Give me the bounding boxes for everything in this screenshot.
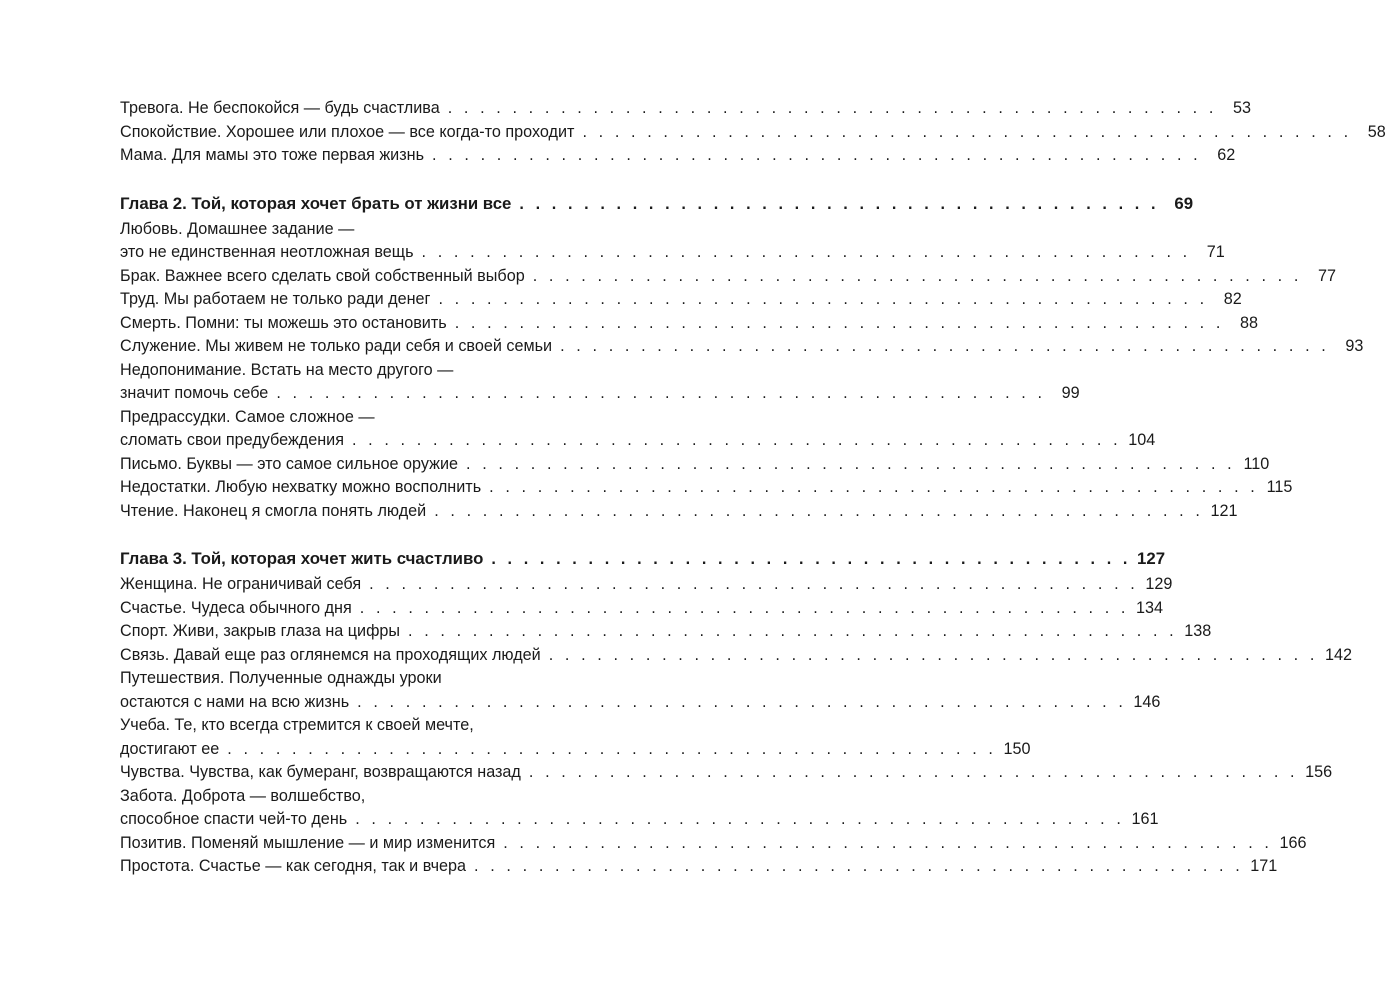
dot-leader: . . . . . . . . . . . . . . . . . . . . . . . . . . . . . . . . . . . . . . . . . . . . . . . . [357, 692, 1127, 711]
toc-entry [120, 382, 1080, 406]
toc-entry-title: Женщина. Не ограничивай себя [120, 575, 362, 593]
dot-leader: . . . . . . . . . . . . . . . . . . . . . . . . . . . . . . . . . . . . . . . . . . . . . . . . [532, 266, 1302, 285]
toc-entry-title: Тревога. Не беспокойся — будь счастлива [120, 99, 440, 117]
toc-entry-title: способное спасти чей-то день [120, 810, 348, 828]
toc-entry-lead-text: Путешествия. Полученные однажды уроки [120, 669, 442, 687]
toc-entry [120, 808, 1159, 832]
dot-leader: . . . . . . . . . . . . . . . . . . . . . . . . . . . . . . . . . . . . . . . . . . . . . . . . [432, 146, 1202, 164]
toc-entry-lead-text: Любовь. Домашнее задание — [120, 219, 355, 238]
toc-entry-title: Недостатки. Любую нехватку можно восполнить [120, 478, 482, 496]
toc-entry [120, 288, 1242, 312]
chapter-page: 127 [1137, 549, 1166, 568]
toc-entry-page: 142 [1324, 645, 1352, 664]
toc-entry [120, 265, 1336, 289]
toc-entry-page: 110 [1243, 454, 1270, 473]
toc-entry-title: достигают ее [120, 739, 220, 758]
toc-entry-title: Чтение. Наконец я смогла понять людей [120, 501, 427, 520]
toc-entry-title: Позитив. Поменяй мышление — и мир изменится [120, 833, 496, 852]
toc-entry-page: 62 [1217, 146, 1236, 164]
dot-leader: . . . . . . . . . . . . . . . . . . . . . . . . . . . . . . . . . . . . . . . . . . . . . . . . [438, 290, 1208, 308]
dot-leader: . . . . . . . . . . . . . . . . . . . . . . . . . . . . . . . . . . . . . . . . . . . . . . . . [560, 337, 1330, 355]
toc-entry [120, 738, 1031, 762]
section-spacer [120, 523, 680, 545]
toc-entry-title: Чувства. Чувства, как бумеранг, возвращаются назад [120, 763, 521, 781]
toc-entry-lead [120, 667, 680, 691]
toc-entry [120, 312, 1258, 336]
chapter-title: Глава 3. Той, которая хочет жить счастливо [120, 549, 484, 568]
dot-leader: . . . . . . . . . . . . . . . . . . . . . . . . . . . . . . . . . . . . . . . . . . . . . . . . [454, 313, 1224, 332]
toc-entry [120, 597, 1164, 621]
table-of-contents [120, 97, 1386, 879]
dot-leader: . . . . . . . . . . . . . . . . . . . . . . . . . . . . . . . . . . . . . . . . . . . . . . . . [359, 598, 1130, 617]
dot-leader: . . . . . . . . . . . . . . . . . . . . . . . . . . . . . . . . . . . . . . . . . . . . . . . . [351, 431, 1122, 449]
toc-entry-title: Простота. Счастье — как сегодня, так и вчера [120, 857, 467, 875]
toc-entry [120, 241, 1225, 265]
toc-entry-page: 99 [1061, 384, 1080, 402]
toc-entry-page: 171 [1250, 857, 1278, 875]
toc-entry [120, 761, 1333, 785]
toc-entry-page: 58 [1367, 122, 1386, 141]
dot-leader: . . . . . . . . . . . . . . . . . . . . . . . . . . . . . . . . . . . . . . . . . . . . . . . . [276, 384, 1046, 402]
dot-leader: . . . . . . . . . . . . . . . . . . . . . . . . . . . . . . . . . . . . . . . . . . . . . . . . [421, 243, 1191, 261]
toc-entry-page: 71 [1206, 243, 1225, 261]
toc-entry-page: 156 [1305, 763, 1333, 781]
dot-leader: . . . . . . . . . . . . . . . . . . . . . . . . . . . . . . . . . . . . . . . . . . . . . . . . [548, 645, 1318, 664]
dot-leader: . . . . . . . . . . . . . . . . . . . . . . . . . . . . . . . . . . . . . . . . . . . . . . . . [582, 122, 1352, 141]
toc-entry-page: 129 [1145, 575, 1173, 593]
toc-entry-lead [120, 406, 680, 430]
dot-leader: . . . . . . . . . . . . . . . . . . . . . . . . . . . . . . . . . . . . . . . . . . . . . . . . [474, 857, 1244, 875]
toc-entry-title: Спорт. Живи, закрыв глаза на цифры [120, 622, 401, 640]
toc-entry-title: Связь. Давай еще раз оглянемся на проходящих людей [120, 645, 541, 664]
toc-entry-title: Смерть. Помни: ты можешь это остановить [120, 313, 447, 332]
dot-leader: . . . . . . . . . . . . . . . . . . . . . . . . . . . . . . . . . . . . . . . . . . . . . . . . [447, 99, 1217, 117]
dot-leader: . . . . . . . . . . . . . . . . . . . . . . . . . . . . . . . . . . . . . . . . . . . . . . . . [528, 763, 1299, 781]
toc-entry [120, 121, 1386, 145]
toc-entry [120, 500, 1238, 524]
toc-entry-lead-text: Забота. Доброта — волшебство, [120, 786, 366, 805]
toc-entry-lead [120, 714, 680, 738]
toc-entry [120, 335, 1364, 359]
toc-entry-title: Спокойствие. Хорошее или плохое — все когда-то проходит [120, 122, 575, 141]
chapter-title: Глава 2. Той, которая хочет брать от жизни все [120, 193, 512, 213]
dot-leader: . . . . . . . . . . . . . . . . . . . . . . . . . . . . . . . . . . . . . . . . . . . . . . . . [408, 622, 1178, 640]
toc-entry-title: это не единственная неотложная вещь [120, 243, 414, 261]
toc-entry-page: 121 [1210, 501, 1238, 520]
chapter-heading [120, 545, 1166, 573]
toc-entry-title: Брак. Важнее всего сделать свой собственный выбор [120, 266, 525, 285]
dot-leader: . . . . . . . . . . . . . . . . . . . . . . . . . . . . . . . . . . . . . . . . . . . . . . . . [434, 501, 1204, 520]
toc-entry-page: 88 [1239, 313, 1258, 332]
toc-entry-page: 93 [1345, 337, 1364, 355]
toc-entry-page: 138 [1184, 622, 1212, 640]
toc-entry-lead-text: Недопонимание. Встать на место другого — [120, 360, 454, 379]
dot-leader: . . . . . . . . . . . . . . . . . . . . . . . . . . . . . . . . . . . . . . . . [491, 550, 1132, 568]
toc-entry-page: 134 [1136, 598, 1164, 617]
toc-entry-page: 115 [1266, 478, 1293, 496]
toc-entry [120, 429, 1156, 453]
toc-entry-lead [120, 218, 680, 242]
toc-entry [120, 97, 1251, 121]
chapter-heading [120, 190, 1194, 218]
toc-entry-page: 166 [1279, 833, 1307, 852]
toc-entry-title: сломать свои предубеждения [120, 431, 344, 449]
toc-entry-title: остаются с нами на всю жизнь [120, 692, 350, 711]
dot-leader: . . . . . . . . . . . . . . . . . . . . . . . . . . . . . . . . . . . . . . . . [519, 194, 1160, 213]
chapter-page: 69 [1174, 193, 1194, 213]
dot-leader: . . . . . . . . . . . . . . . . . . . . . . . . . . . . . . . . . . . . . . . . . . . . . . . . [369, 575, 1139, 593]
toc-entry-page: 150 [1003, 739, 1031, 758]
section-spacer [120, 168, 680, 190]
toc-entry-lead [120, 359, 680, 383]
toc-entry-title: Труд. Мы работаем не только ради денег [120, 290, 431, 308]
dot-leader: . . . . . . . . . . . . . . . . . . . . . . . . . . . . . . . . . . . . . . . . . . . . . . . . [466, 454, 1236, 473]
toc-entry-title: значит помочь себе [120, 384, 269, 402]
toc-entry-page: 104 [1128, 431, 1156, 449]
dot-leader: . . . . . . . . . . . . . . . . . . . . . . . . . . . . . . . . . . . . . . . . . . . . . . . . [227, 739, 997, 758]
dot-leader: . . . . . . . . . . . . . . . . . . . . . . . . . . . . . . . . . . . . . . . . . . . . . . . . [355, 810, 1125, 828]
dot-leader: . . . . . . . . . . . . . . . . . . . . . . . . . . . . . . . . . . . . . . . . . . . . . . . . [503, 833, 1273, 852]
toc-entry-page: 53 [1232, 99, 1251, 117]
toc-entry-page: 161 [1131, 810, 1159, 828]
toc-entry-title: Письмо. Буквы — это самое сильное оружие [120, 454, 458, 473]
toc-entry [120, 620, 1212, 644]
toc-entry-title: Служение. Мы живем не только ради себя и своей семьи [120, 337, 553, 355]
toc-entry [120, 644, 1352, 668]
dot-leader: . . . . . . . . . . . . . . . . . . . . . . . . . . . . . . . . . . . . . . . . . . . . . . . . [489, 478, 1259, 496]
toc-entry [120, 144, 1236, 168]
toc-entry [120, 453, 1270, 477]
toc-entry-page: 82 [1223, 290, 1242, 308]
toc-entry-lead-text: Учеба. Те, кто всегда стремится к своей мечте, [120, 716, 474, 734]
toc-entry [120, 832, 1307, 856]
toc-entry [120, 855, 1278, 879]
toc-entry-page: 77 [1317, 266, 1336, 285]
toc-entry [120, 476, 1293, 500]
toc-entry-title: Счастье. Чудеса обычного дня [120, 598, 352, 617]
toc-entry-lead [120, 785, 680, 809]
toc-entry-title: Мама. Для мамы это тоже первая жизнь [120, 146, 424, 164]
toc-entry [120, 573, 1173, 597]
toc-entry [120, 691, 1161, 715]
toc-entry-lead-text: Предрассудки. Самое сложное — [120, 407, 375, 426]
toc-entry-page: 146 [1133, 692, 1161, 711]
